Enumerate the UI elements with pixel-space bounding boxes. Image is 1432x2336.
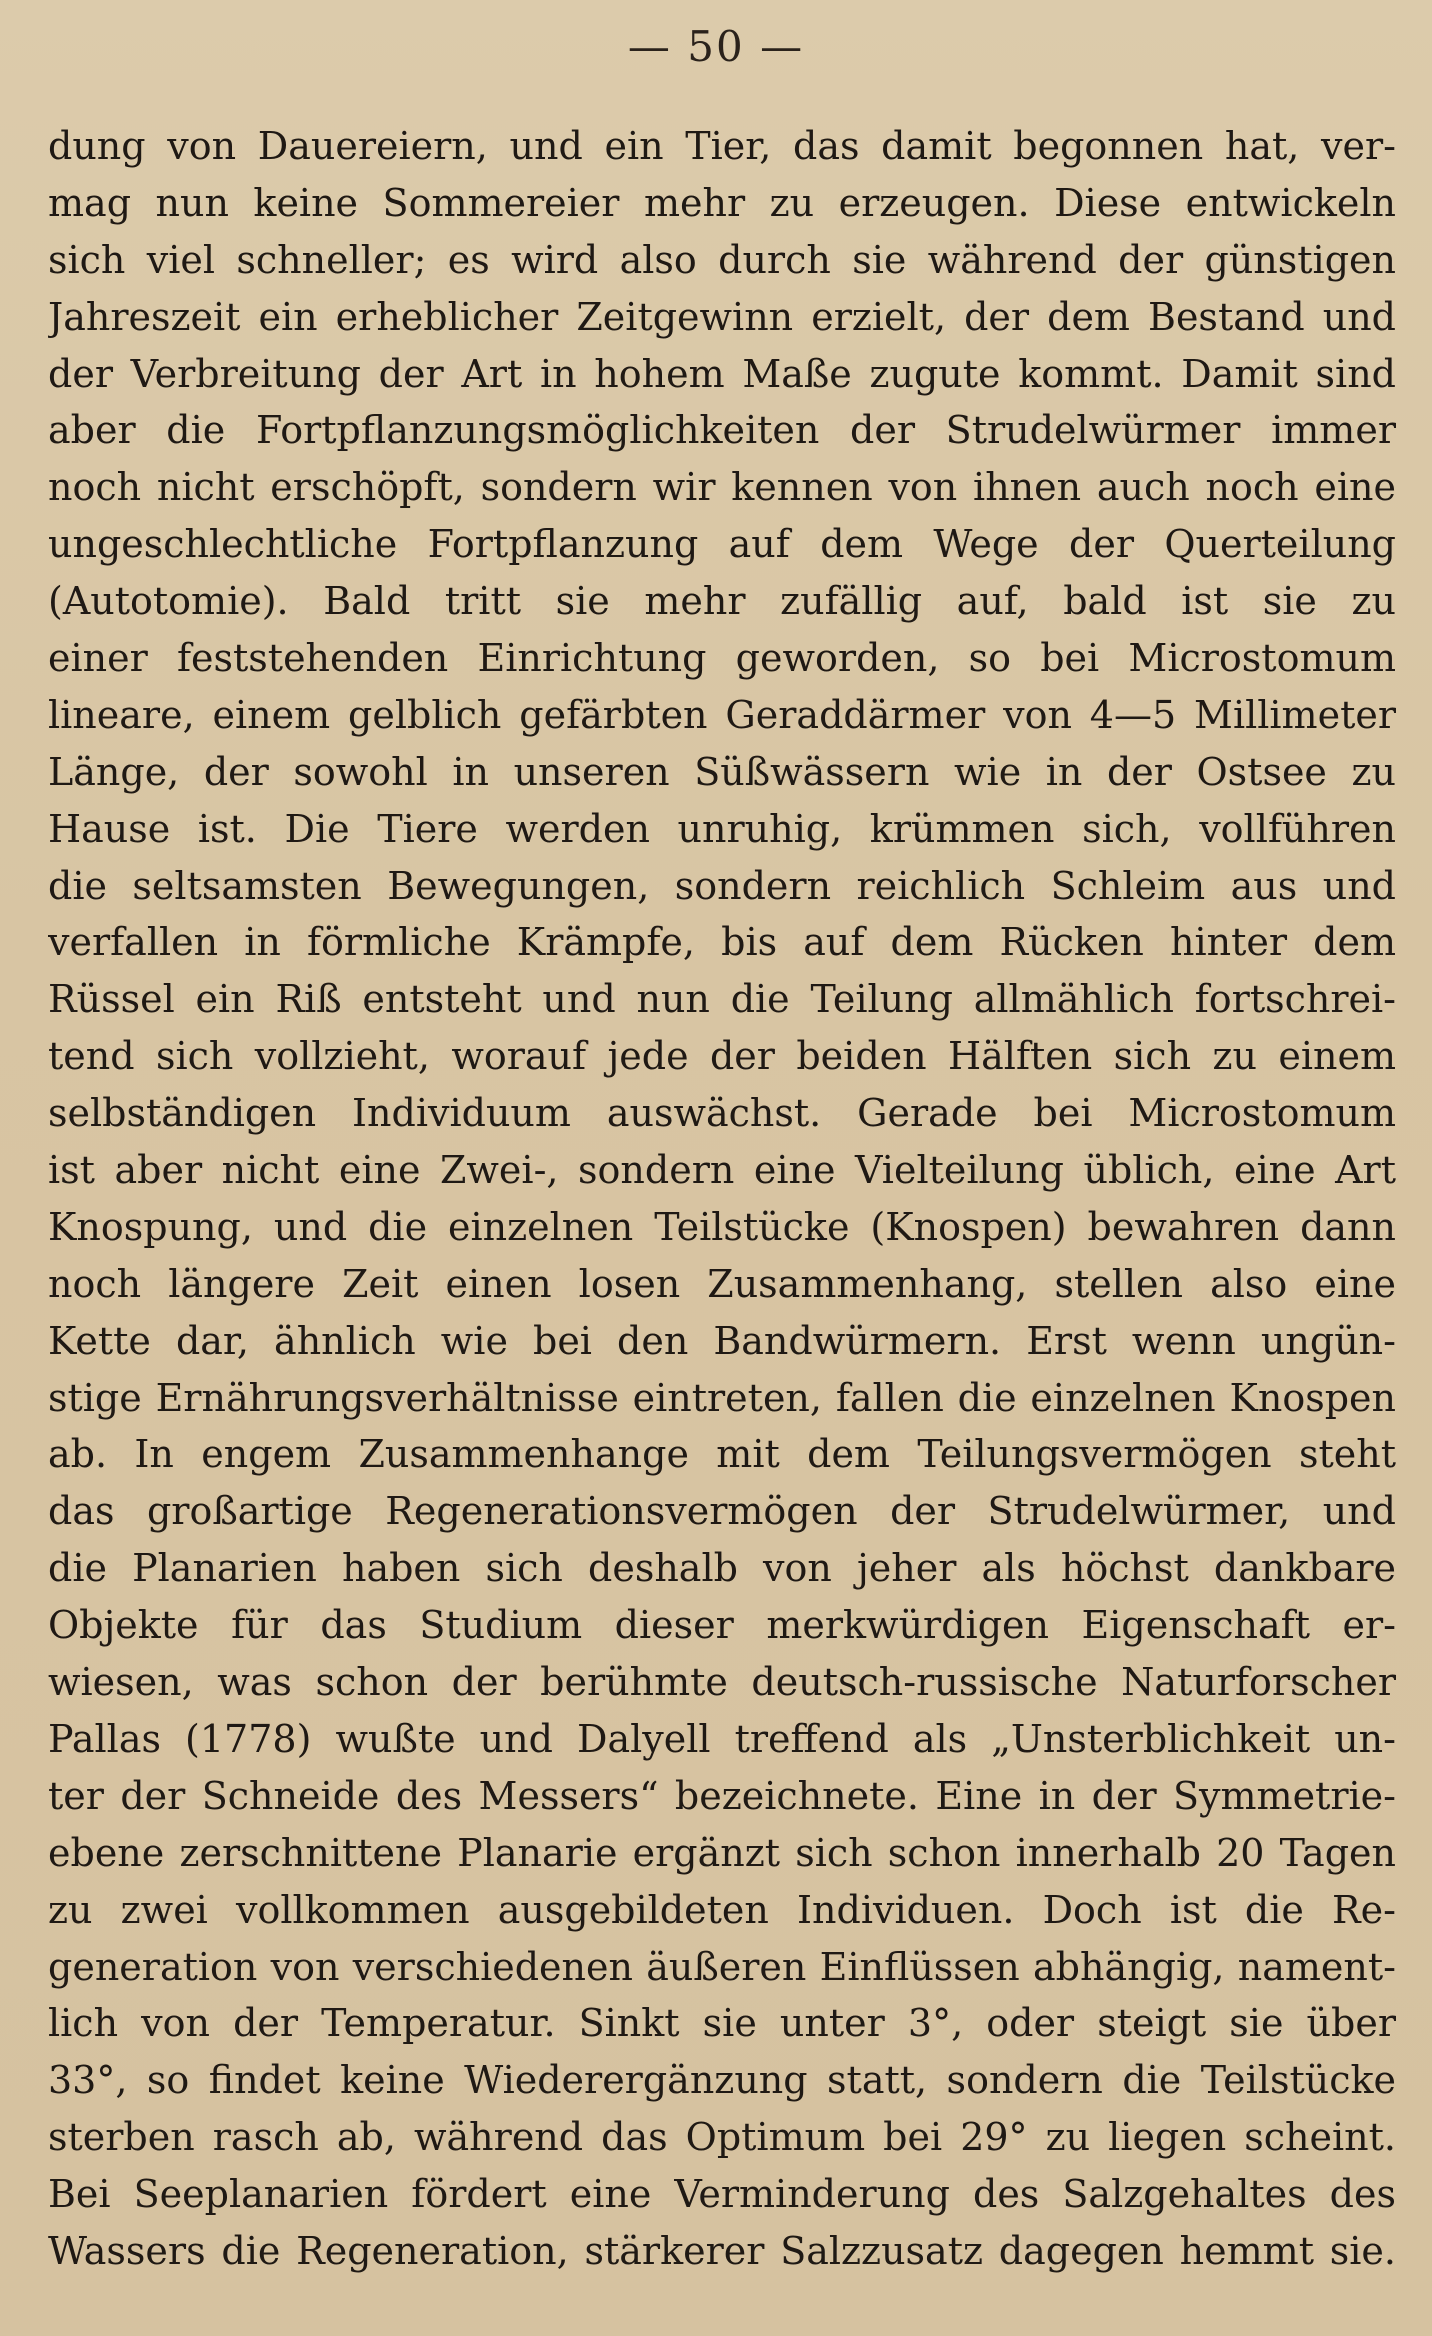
text-line: mag nun keine Sommereier mehr zu erzeugen. Diese entwickeln <box>48 180 1396 225</box>
body-text <box>48 118 1396 2280</box>
text-line: verfallen in förmliche Krämpfe, bis auf dem Rücken hinter dem <box>48 920 1396 965</box>
text-line: generation von verschiedenen äußeren Einflüssen abhängig, nament- <box>48 1944 1396 1989</box>
text-line: einer feststehenden Einrichtung geworden, so bei Microstomum <box>48 636 1396 681</box>
page-number: — 50 — <box>627 22 805 71</box>
text-line: der Verbreitung der Art in hohem Maße zugute kommt. Damit sind <box>48 351 1396 396</box>
text-line: die seltsamsten Bewegungen, sondern reichlich Schleim aus und <box>48 863 1396 908</box>
text-line: sich viel schneller; es wird also durch sie während der günstigen <box>48 237 1396 282</box>
text-line: lineare, einem gelblich gefärbten Geraddärmer von 4—5 Millimeter <box>48 692 1396 737</box>
text-line: Jahreszeit ein erheblicher Zeitgewinn erzielt, der dem Bestand und <box>48 294 1396 339</box>
text-line: aber die Fortpflanzungsmöglichkeiten der Strudelwürmer immer <box>48 408 1396 453</box>
text-line: Hause ist. Die Tiere werden unruhig, krümmen sich, vollführen <box>48 806 1396 851</box>
text-line: sterben rasch ab, während das Optimum bei 29° zu liegen scheint. <box>48 2115 1396 2160</box>
text-line: zu zwei vollkommen ausgebildeten Individuen. Doch ist die Re- <box>48 1887 1396 1932</box>
text-line: Länge, der sowohl in unseren Süßwässern wie in der Ostsee zu <box>48 749 1396 794</box>
text-line: dung von Dauereiern, und ein Tier, das damit begonnen hat, ver- <box>48 124 1396 168</box>
text-line: 33°, so findet keine Wiederergänzung statt, sondern die Teilstücke <box>48 2058 1396 2103</box>
text-line: lich von der Temperatur. Sinkt sie unter 3°, oder steigt sie über <box>48 2001 1396 2046</box>
text-line: Pallas (1778) wußte und Dalyell treffend als „Unsterblichkeit un- <box>48 1716 1396 1761</box>
text-line: Rüssel ein Riß entsteht und nun die Teilung allmählich fortschrei- <box>48 977 1396 1022</box>
text-line: ab. In engem Zusammenhange mit dem Teilungsvermögen steht <box>48 1432 1396 1477</box>
text-line: Objekte für das Studium dieser merkwürdigen Eigenschaft er- <box>48 1603 1396 1648</box>
text-line: Kette dar, ähnlich wie bei den Bandwürmern. Erst wenn ungün- <box>48 1318 1396 1363</box>
text-line: stige Ernährungsverhältnisse eintreten, fallen die einzelnen Knospen <box>48 1375 1396 1420</box>
text-line: Wassers die Regeneration, stärkerer Salzzusatz dagegen hemmt sie. <box>48 2228 1396 2273</box>
text-line: ter der Schneide des Messers“ bezeichnete. Eine in der Symmetrie- <box>48 1773 1396 1818</box>
text-line: selbständigen Individuum auswächst. Gerade bei Microstomum <box>48 1091 1396 1136</box>
text-line: Knospung, und die einzelnen Teilstücke (Knospen) bewahren dann <box>48 1204 1396 1249</box>
text-line: (Autotomie). Bald tritt sie mehr zufällig auf, bald ist sie zu <box>48 579 1396 624</box>
text-line: das großartige Regenerationsvermögen der Strudelwürmer, und <box>48 1489 1396 1534</box>
text-line: noch längere Zeit einen losen Zusammenhang, stellen also eine <box>48 1261 1396 1306</box>
text-line: ist aber nicht eine Zwei-, sondern eine Vielteilung üblich, eine Art <box>48 1148 1396 1193</box>
text-line: noch nicht erschöpft, sondern wir kennen von ihnen auch noch eine <box>48 465 1396 510</box>
text-line: die Planarien haben sich deshalb von jeher als höchst dankbare <box>48 1546 1396 1591</box>
text-line: ebene zerschnittene Planarie ergänzt sich schon innerhalb 20 Tagen <box>48 1830 1396 1875</box>
text-line: tend sich vollzieht, worauf jede der beiden Hälften sich zu einem <box>48 1034 1396 1079</box>
text-line: wiesen, was schon der berühmte deutsch-russische Naturforscher <box>48 1660 1396 1705</box>
text-line: Bei Seeplanarien fördert eine Verminderung des Salzgehaltes des <box>48 2172 1396 2217</box>
text-line: ungeschlechtliche Fortpflanzung auf dem Wege der Querteilung <box>48 522 1396 567</box>
